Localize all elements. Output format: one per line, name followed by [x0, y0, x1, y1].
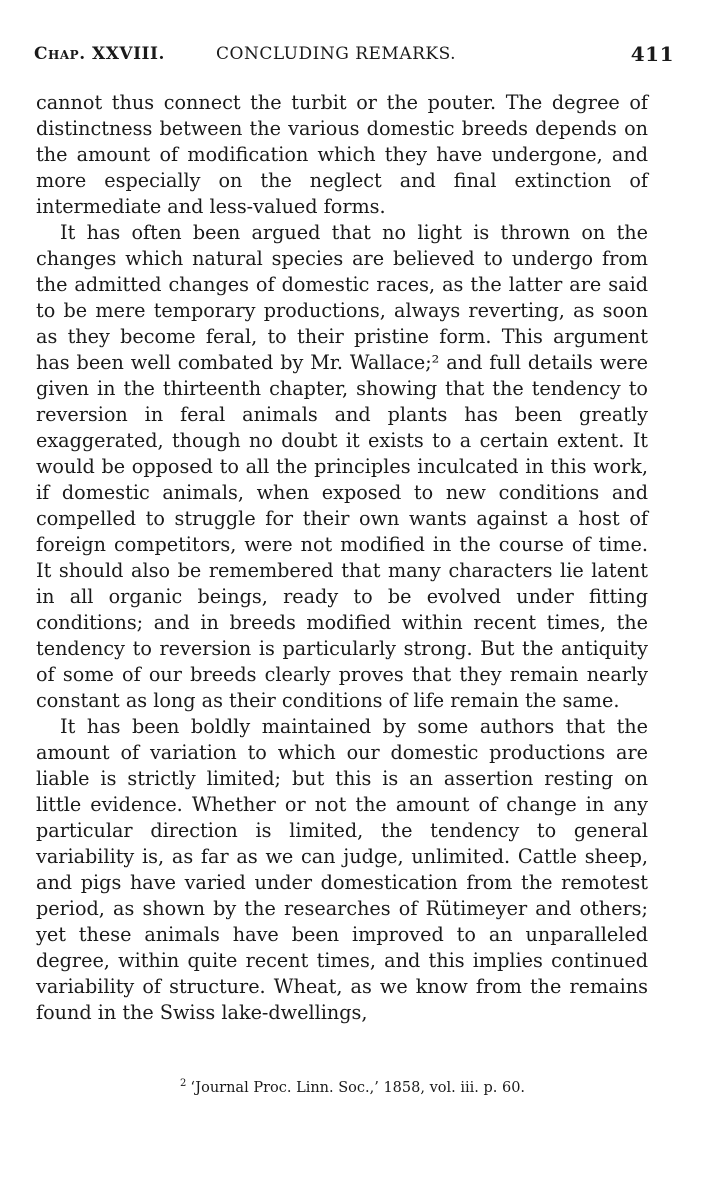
paragraph: It has often been argued that no light is thrown on the changes which natural species are believed to undergo from the admitted changes of domestic races, as the latter are said to be mere temporary productions, always reverting, as soon as they become feral, to their pristine form. This argument has been well combated by Mr. Wallace;² and full details were given in the thirteenth chapter, showing that the tendency to reversion in feral animals and plants has been greatly exaggerated, though no doubt it exists to a certain extent. It would be opposed to all the principles inculcated in this work, if domestic animals, when exposed to new conditions and compelled to struggle for their own wants against a host of foreign competitors, were not modified in the course of time. It should also be remembered that many characters lie latent in all organic beings, ready to be evolved under fitting conditions; and in breeds modified within recent times, the tendency to reversion is particularly strong. But the antiquity of some of our breeds clearly proves that they remain nearly constant as long as their conditions of life remain the same.: [36, 221, 648, 712]
paragraph: cannot thus connect the turbit or the pouter. The degree of distinctness between the various domestic breeds depends on the amount of modification which they have undergone, and more especially on the neglect and final extinction of intermediate and less-valued forms.: [36, 91, 648, 218]
footnote: [0, 1074, 705, 1098]
running-head: [34, 44, 674, 70]
chapter-title: CONCLUDING REMARKS.: [216, 44, 457, 64]
footnote-marker: 2: [179, 1078, 187, 1089]
paragraph: It has been boldly maintained by some authors that the amount of variation to which our domestic productions are liable is strictly limited; but this is an assertion resting on little evidence. Whether or not the amount of change in any particular direction is limited, the tendency to general variability is, as far as we can judge, unlimited. Cattle sheep, and pigs have varied under domestication from the remotest period, as shown by the researches of Rütimeyer and others; yet these animals have been improved to an unparalleled degree, within quite recent times, and this implies continued variability of structure. Wheat, as we know from the remains found in the Swiss lake-dwellings,: [36, 715, 648, 1024]
chapter-heading: Chap. XXVIII.: [34, 44, 165, 64]
page-number: 411: [630, 42, 674, 66]
body-text: [36, 90, 648, 1026]
footnote-text: ‘Journal Proc. Linn. Soc.,’ 1858, vol. iii. p. 60.: [190, 1079, 526, 1096]
